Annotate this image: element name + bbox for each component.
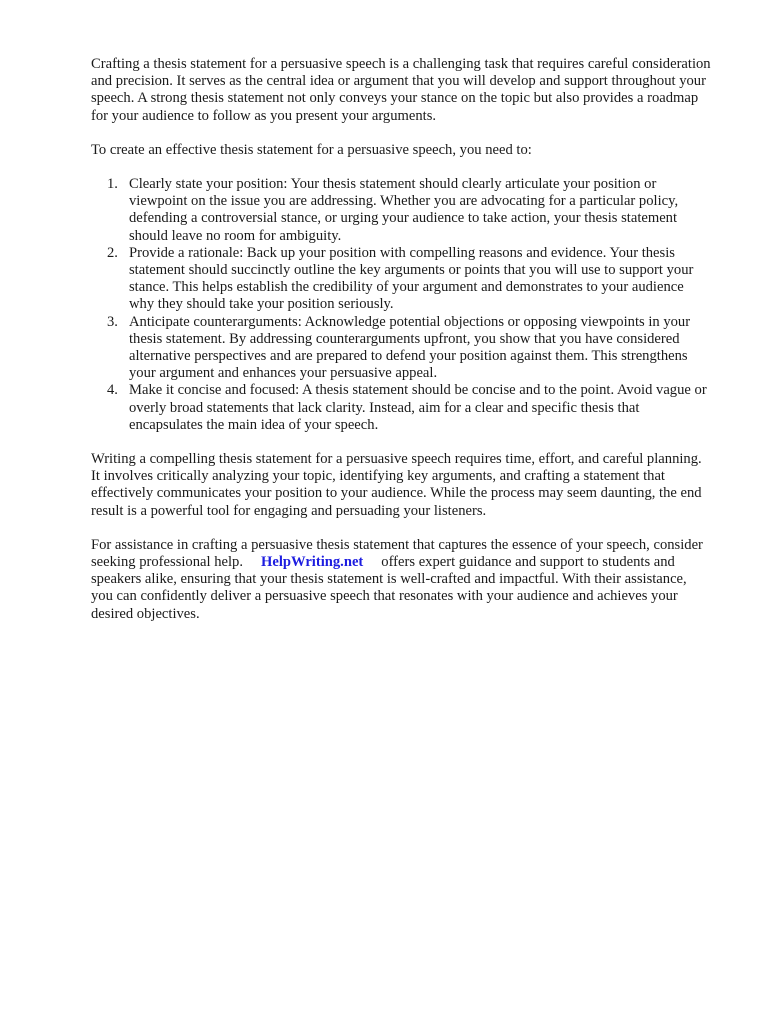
closing-paragraph: Writing a compelling thesis statement for a persuasive speech requires time, effort, and careful planning. It involves critically analyzing your topic, identifying key arguments, and crafting a statement that effectively communicates your position to your audience. While the process may seem daunting, the end result is a powerful tool for engaging and persuading your listeners. xyxy=(91,451,702,519)
list-item-number: 3. xyxy=(107,313,118,330)
list-item-number: 1. xyxy=(107,176,118,193)
assistance-paragraph xyxy=(91,537,711,623)
list-item xyxy=(91,382,711,434)
list-item xyxy=(91,176,711,245)
list-item-text: Clearly state your position: Your thesis statement should clearly articulate your position or viewpoint on the issue you are addressing. Whether you are advocating for a particular policy, defending a controversial stance, or urging your audience to take action, your thesis statement should leave no room for ambiguity. xyxy=(129,176,679,244)
list-item-text: Make it concise and focused: A thesis statement should be concise and to the point. Avoid vague or overly broad statements that lack clarity. Instead, aim for a clear and specific thesis that encapsulates the main idea of your speech. xyxy=(129,382,707,433)
list-item-text: Provide a rationale: Back up your position with compelling reasons and evidence. Your thesis statement should succinctly outline the key arguments or points that you will use to support your stance. This helps establish the credibility of your argument and demonstrates to your audience why they should take your position seriously. xyxy=(129,244,694,313)
lead-in-paragraph: To create an effective thesis statement for a persuasive speech, you need to: xyxy=(91,141,532,158)
assistance-text-after: offers expert guidance and support to students and speakers alike, ensuring that your thesis statement is well-crafted and impactful. With their assistance, you can confidently deliver a persuasive speech that resonates with your audience and achieves your desired objectives. xyxy=(91,554,687,622)
document-page xyxy=(91,56,711,640)
list-item-number: 2. xyxy=(107,244,118,261)
list-item-number: 4. xyxy=(107,382,118,399)
list-item xyxy=(91,314,711,383)
list-item xyxy=(91,245,711,314)
requirements-list xyxy=(91,176,711,434)
helpwriting-link[interactable]: HelpWriting.net xyxy=(260,554,364,571)
list-item-text: Anticipate counterarguments: Acknowledge potential objections or opposing viewpoints in your thesis statement. By addressing counterarguments upfront, you show that you have considered alternative perspectives and are prepared to defend your position against them. This strengthens your argument and enhances your persuasive appeal. xyxy=(129,313,691,382)
assistance-text-before: For assistance in crafting a persuasive thesis statement that captures the essence of your speech, consider seeking professional help. xyxy=(91,536,703,571)
intro-paragraph: Crafting a thesis statement for a persuasive speech is a challenging task that requires careful consideration and precision. It serves as the central idea or argument that you will develop and support throughout your speech. A strong thesis statement not only conveys your stance on the topic but also provides a roadmap for your audience to follow as you present your arguments. xyxy=(91,56,711,124)
